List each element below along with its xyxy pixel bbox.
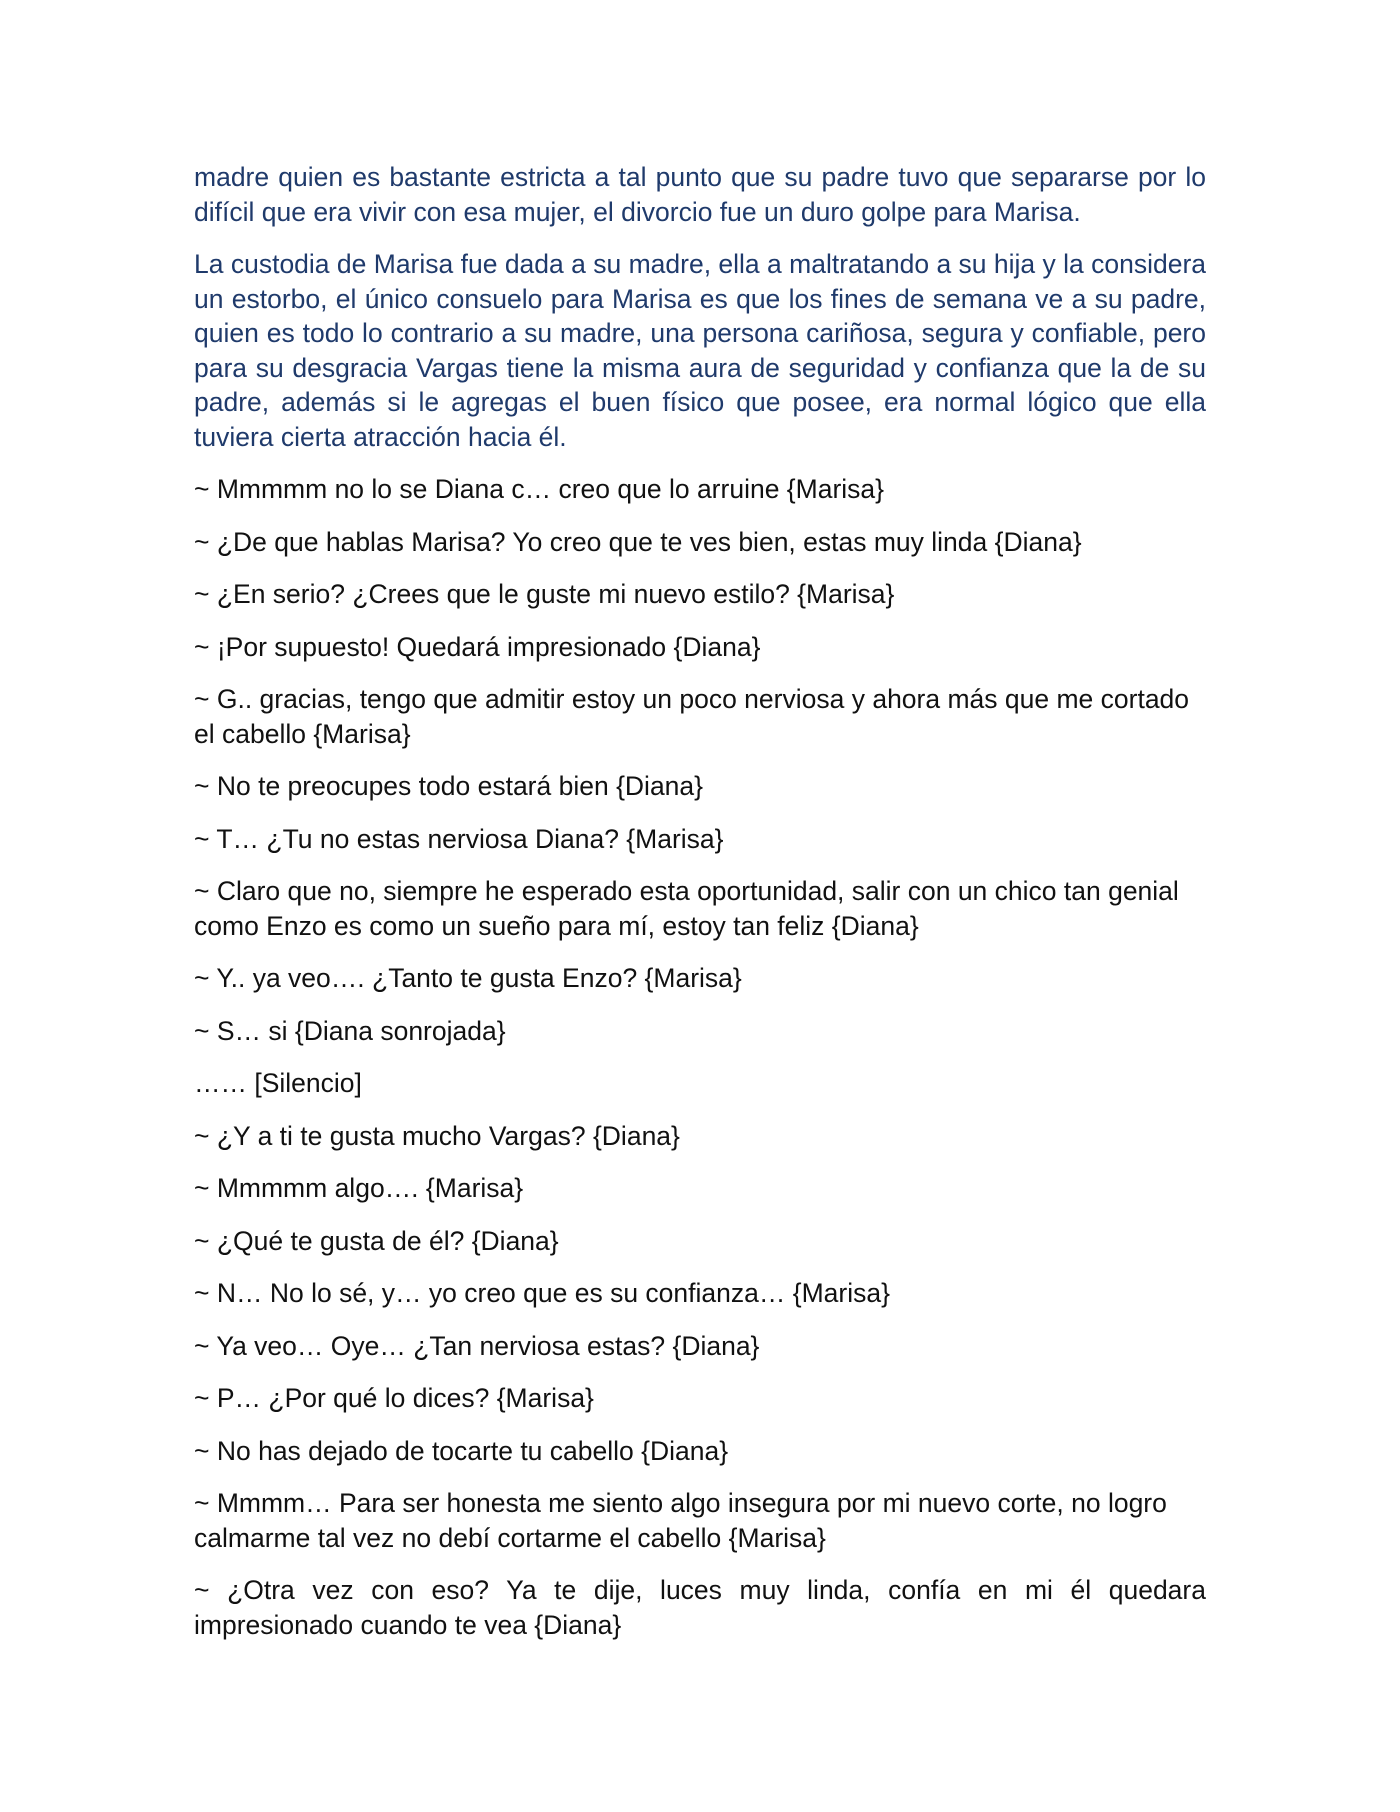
dialogue-line: ~ Claro que no, siempre he esperado esta oportunidad, salir con un chico tan genial como Enzo es como un sueño para mí, estoy tan feliz {Diana}: [194, 876, 1179, 941]
dialogue-line: ~ G.. gracias, tengo que admitir estoy un poco nerviosa y ahora más que me cortado el cabello {Marisa}: [194, 684, 1190, 749]
page-body: [194, 160, 1206, 1660]
dialogue-line: ~ ¿De que hablas Marisa? Yo creo que te ves bien, estas muy linda {Diana}: [194, 526, 1082, 557]
dialogue-line: ~ Mmmmm algo…. {Marisa}: [194, 1173, 524, 1203]
dialogue-line: ~ N… No lo sé, y… yo creo que es su confianza… {Marisa}: [194, 1278, 890, 1308]
narrative-paragraph: madre quien es bastante estricta a tal punto que su padre tuvo que separarse por lo difícil que era vivir con esa mujer, el divorcio fue un duro golpe para Marisa.: [194, 162, 1206, 227]
dialogue-line: ~ Mmmm… Para ser honesta me siento algo insegura por mi nuevo corte, no logro calmarme tal vez no debí cortarme el cabello {Marisa}: [194, 1488, 1167, 1553]
narrative-paragraph: La custodia de Marisa fue dada a su madre, ella a maltratando a su hija y la considera un estorbo, el único consuelo para Marisa es que los fines de semana ve a su padre, quien es todo lo contrario a su madre, una persona cariñosa, segura y confiable, pero para su desgracia Vargas tiene la misma aura de seguridad y confianza que la de su padre, además si le agregas el buen físico que posee, era normal lógico que ella tuviera cierta atracción hacia él.: [194, 249, 1207, 452]
dialogue-line: ~ Y.. ya veo…. ¿Tanto te gusta Enzo? {Marisa}: [194, 963, 742, 993]
dialogue-line: ~ ¿En serio? ¿Crees que le guste mi nuevo estilo? {Marisa}: [194, 579, 895, 609]
dialogue-line: ~ Mmmmm no lo se Diana c… creo que lo arruine {Marisa}: [194, 474, 885, 504]
dialogue-line: ~ ¿Qué te gusta de él? {Diana}: [194, 1225, 559, 1256]
dialogue-line: ~ ¡Por supuesto! Quedará impresionado {Diana}: [194, 631, 761, 662]
dialogue-line: ~ Ya veo… Oye… ¿Tan nerviosa estas? {Diana}: [194, 1330, 760, 1361]
dialogue-line: ~ T… ¿Tu no estas nerviosa Diana? {Marisa}: [194, 823, 724, 854]
dialogue-line: ~ No te preocupes todo estará bien {Diana}: [194, 771, 704, 801]
dialogue-line: ~ ¿Y a ti te gusta mucho Vargas? {Diana}: [194, 1120, 680, 1151]
dialogue-line: ~ No has dejado de tocarte tu cabello {Diana}: [194, 1435, 729, 1466]
dialogue-line: ~ ¿Otra vez con eso? Ya te dije, luces muy linda, confía en mi él quedara impresionado cuando te vea {Diana}: [194, 1575, 1206, 1640]
stage-direction: …… [Silencio]: [194, 1068, 362, 1098]
dialogue-line: ~ P… ¿Por qué lo dices? {Marisa}: [194, 1383, 594, 1413]
dialogue-line: ~ S… si {Diana sonrojada}: [194, 1015, 506, 1046]
